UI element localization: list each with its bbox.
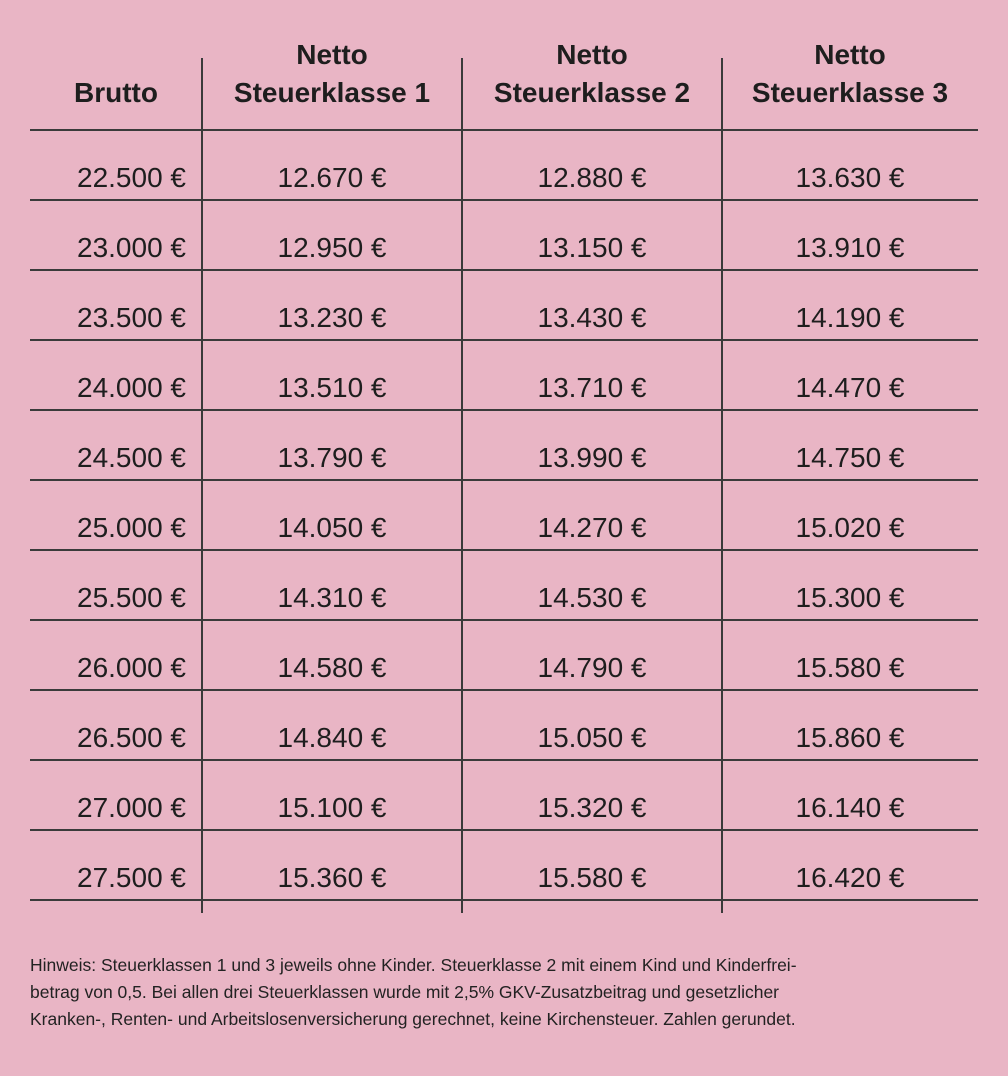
header-line2: Steuerklasse 2 xyxy=(493,77,691,108)
netto-sk3-cell: 16.140 € xyxy=(795,792,905,823)
netto-sk3-cell: 14.750 € xyxy=(795,442,905,473)
netto-sk2-cell: 14.270 € xyxy=(537,512,647,543)
netto-sk2-cell: 12.880 € xyxy=(537,162,647,193)
header-steuerklasse-2 xyxy=(462,36,722,112)
netto-sk1-cell: 12.950 € xyxy=(277,232,387,263)
netto-sk3-cell: 15.300 € xyxy=(795,582,905,613)
brutto-cell: 27.000 € xyxy=(77,792,186,823)
table-row xyxy=(30,270,978,340)
brutto-cell: 26.000 € xyxy=(77,652,186,683)
netto-sk2-cell: 15.320 € xyxy=(537,792,647,823)
salary-table xyxy=(30,39,978,893)
table-row xyxy=(30,130,978,200)
table-row xyxy=(30,620,978,690)
brutto-cell: 24.500 € xyxy=(77,442,186,473)
brutto-cell: 23.500 € xyxy=(77,302,186,333)
netto-sk2-cell: 15.580 € xyxy=(537,862,647,893)
brutto-cell: 25.500 € xyxy=(77,582,186,613)
header-brutto-label: Brutto xyxy=(74,77,158,108)
table-body xyxy=(30,130,978,900)
netto-sk3-cell: 13.630 € xyxy=(795,162,905,193)
brutto-cell: 26.500 € xyxy=(77,722,186,753)
table-row xyxy=(30,760,978,830)
netto-sk1-cell: 14.840 € xyxy=(277,722,387,753)
netto-sk1-cell: 13.790 € xyxy=(277,442,387,473)
netto-sk1-cell: 14.310 € xyxy=(277,582,387,613)
netto-sk1-cell: 14.580 € xyxy=(277,652,387,683)
table-row xyxy=(30,830,978,900)
netto-sk1-cell: 15.100 € xyxy=(277,792,387,823)
netto-sk3-cell: 14.470 € xyxy=(795,372,905,403)
brutto-cell: 22.500 € xyxy=(77,162,186,193)
netto-sk2-cell: 13.430 € xyxy=(537,302,647,333)
netto-sk2-cell: 14.790 € xyxy=(537,652,647,683)
brutto-cell: 25.000 € xyxy=(77,512,186,543)
table-row xyxy=(30,690,978,760)
netto-sk2-cell: 15.050 € xyxy=(537,722,647,753)
header-line2: Steuerklasse 3 xyxy=(751,77,949,108)
brutto-cell: 27.500 € xyxy=(77,862,186,893)
footnote-line: Hinweis: Steuerklassen 1 und 3 jeweils ohne Kinder. Steuerklasse 2 mit einem Kind und Kinderfrei- xyxy=(30,955,797,975)
netto-sk1-cell: 14.050 € xyxy=(277,512,387,543)
netto-sk2-cell: 13.710 € xyxy=(537,372,647,403)
netto-sk2-cell: 14.530 € xyxy=(537,582,647,613)
header-line1: Netto xyxy=(296,39,368,70)
netto-sk1-cell: 15.360 € xyxy=(277,862,387,893)
netto-sk3-cell: 14.190 € xyxy=(795,302,905,333)
footnote xyxy=(30,952,978,1033)
header-brutto xyxy=(30,74,202,112)
netto-sk1-cell: 13.510 € xyxy=(277,372,387,403)
header-steuerklasse-3 xyxy=(722,36,978,112)
header-steuerklasse-1 xyxy=(202,36,462,112)
table-row xyxy=(30,200,978,270)
footnote-line: betrag von 0,5. Bei allen drei Steuerklassen wurde mit 2,5% GKV-Zusatzbeitrag und gesetzlicher xyxy=(30,982,780,1002)
table-row xyxy=(30,480,978,550)
header-line1: Netto xyxy=(556,39,628,70)
header-line2: Steuerklasse 1 xyxy=(233,77,431,108)
table-row xyxy=(30,550,978,620)
table-row xyxy=(30,410,978,480)
table-header xyxy=(30,40,978,130)
header-line1: Netto xyxy=(814,39,886,70)
netto-sk3-cell: 15.580 € xyxy=(795,652,905,683)
brutto-cell: 24.000 € xyxy=(77,372,186,403)
netto-sk1-cell: 12.670 € xyxy=(277,162,387,193)
netto-sk2-cell: 13.150 € xyxy=(537,232,647,263)
row-divider xyxy=(30,899,978,901)
netto-sk3-cell: 13.910 € xyxy=(795,232,905,263)
brutto-cell: 23.000 € xyxy=(77,232,186,263)
netto-sk2-cell: 13.990 € xyxy=(537,442,647,473)
netto-sk3-cell: 16.420 € xyxy=(795,862,905,893)
table-row xyxy=(30,340,978,410)
netto-sk1-cell: 13.230 € xyxy=(277,302,387,333)
netto-sk3-cell: 15.860 € xyxy=(795,722,905,753)
netto-sk3-cell: 15.020 € xyxy=(795,512,905,543)
footnote-line: Kranken-, Renten- und Arbeitslosenversicherung gerechnet, keine Kirchensteuer. Zahlen gerundet. xyxy=(30,1009,796,1029)
